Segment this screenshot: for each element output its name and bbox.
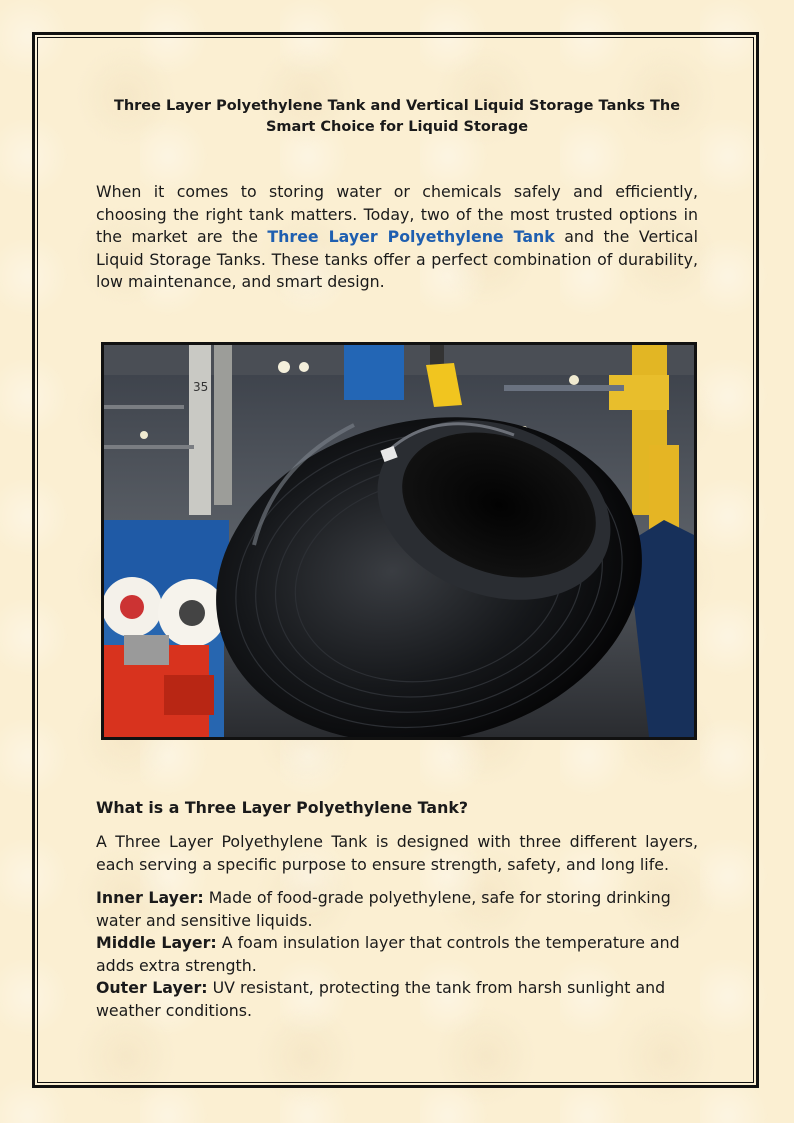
layer-description: Made of food-grade polyethylene, safe for storing drinking water and sensitive liquids.: [96, 888, 671, 930]
layer-description: UV resistant, protecting the tank from harsh sunlight and weather conditions.: [96, 978, 666, 1020]
layer-description: A foam insulation layer that controls the temperature and adds extra strength.: [96, 933, 680, 975]
section-paragraph: A Three Layer Polyethylene Tank is designed with three different layers, each serving a specific purpose to ensure strength, safety, and long life.: [96, 832, 698, 874]
layer-label: Inner Layer:: [96, 888, 204, 907]
layer-label: Middle Layer:: [96, 933, 217, 953]
layer-item-outer: [96, 977, 698, 1022]
intro-text-end: and the Vertical Liquid Storage Tanks. These tanks offer a perfect combination of durability, low maintenance, and smart design.: [96, 227, 698, 292]
three-layer-tank-link[interactable]: Three Layer Polyethylene Tank: [267, 227, 555, 247]
factory-tank-photo: [101, 342, 697, 740]
document-title: Three Layer Polyethylene Tank and Vertical Liquid Storage Tanks The Smart Choice for Liquid Storage: [113, 98, 681, 135]
layer-item-middle: [96, 932, 698, 977]
layer-label: Outer Layer:: [96, 978, 208, 998]
intro-paragraph: [96, 181, 698, 294]
intro-text-start: When it comes to storing water or chemicals safely and efficiently, choosing the right tank matters. Today, two of the most trusted options in the market are the: [96, 182, 698, 247]
layer-item-inner: [96, 887, 698, 932]
layer-list: [96, 887, 698, 1023]
pillar-sign: 35: [193, 380, 209, 394]
section-heading: What is a Three Layer Polyethylene Tank?: [96, 798, 468, 817]
